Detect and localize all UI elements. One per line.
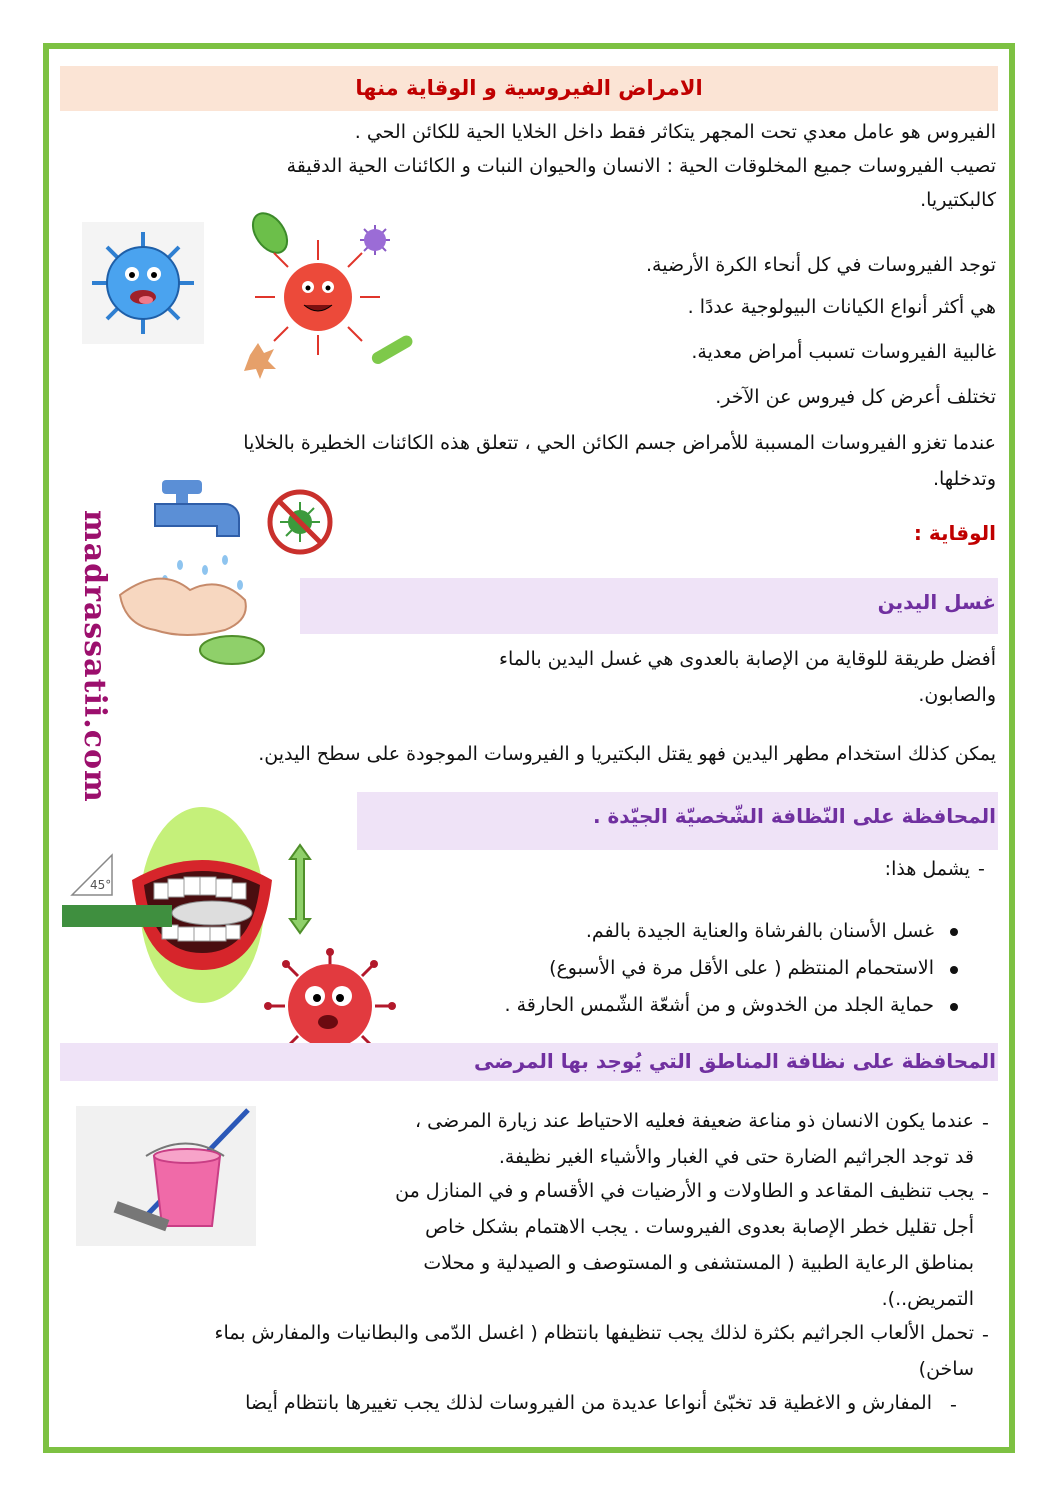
areas-item-4-line-1: المفارش و الاغطية قد تخبّئ أنواعا عديدة من الفيروسات لذلك يجب تغييرها بانتظام أيضا [245, 1392, 932, 1414]
areas-dash: - [950, 1394, 957, 1416]
prevention-heading: الوقاية : [913, 521, 996, 545]
no-virus-icon [266, 488, 334, 556]
fact-2: هي أكثر أنواع الكيانات البيولوجية عددًا . [687, 296, 996, 318]
intro-line-1: الفيروس هو عامل معدي تحت المجهر يتكاثر فقط داخل الخلايا الحية للكائن الحي . [354, 121, 996, 143]
hygiene-item-3: حماية الجلد من الخدوش و من أشعّة الشّمس الحارقة . [504, 994, 934, 1016]
hygiene-item-2: الاستحمام المنتظم ( على الأقل مرة في الأسبوع) [549, 957, 934, 979]
virus-cartoon-image [82, 222, 204, 344]
hygiene-heading: المحافظة على النّظافة الشّخصيّة الجيّدة . [592, 804, 996, 828]
bullet-dot [950, 1003, 958, 1011]
angle-label: 45° [90, 878, 112, 892]
areas-item-1-line-2: قد توجد الجراثيم الضارة حتى في الغبار والأشياء الغير نظيفة. [498, 1146, 974, 1168]
areas-item-2-line-1: يجب تنظيف المقاعد و الطاولات و الأرضيات في الأقسام و في المنازل من [395, 1180, 974, 1202]
cleaning-bucket-image [76, 1106, 256, 1246]
attack-line-2: وتدخلها. [932, 468, 996, 490]
areas-item-1-line-1: عندما يكون الانسان ذو مناعة ضعيفة فعليه الاحتياط عند زيارة المرضى ، [415, 1110, 974, 1132]
hygiene-intro: يشمل هذا: [884, 858, 970, 880]
fact-4: تختلف أعرض كل فيروس عن الآخر. [715, 386, 996, 408]
areas-dash: - [982, 1182, 989, 1204]
handwash-line-1: أفضل طريقة للوقاية من الإصابة بالعدوى هي غسل اليدين بالماء [499, 648, 996, 670]
watermark: madrassatii.com [77, 510, 112, 803]
intro-line-3: كالبكتيريا. [920, 189, 996, 211]
handwash-heading: غسل اليدين [877, 590, 996, 614]
page-title: الامراض الفيروسية و الوقاية منها [355, 76, 703, 100]
areas-item-2-line-4: التمريض..). [881, 1288, 974, 1310]
handwash-line-2: والصابون. [918, 684, 996, 706]
fact-1: توجد الفيروسات في كل أنحاء الكرة الأرضية. [645, 254, 996, 276]
intro-line-2: تصيب الفيروسات جميع المخلوقات الحية : الانسان والحيوان النبات و الكائنات الحية الدقيقة [286, 155, 996, 177]
areas-item-3-line-2: ساخن) [918, 1358, 974, 1380]
virus-illustrations-image [230, 205, 420, 380]
hygiene-intro-dash: - [978, 858, 985, 880]
areas-item-3-line-1: تحمل الألعاب الجراثيم بكثرة لذلك يجب تنظيفها بانتظام ( اغسل الدّمى والبطانيات والمفارش بماء [214, 1322, 974, 1344]
bullet-dot [950, 966, 958, 974]
areas-dash: - [982, 1324, 989, 1346]
bullet-dot [950, 928, 958, 936]
fact-3: غالبية الفيروسات تسبب أمراض معدية. [691, 341, 996, 363]
handwash-line-3: يمكن كذلك استخدام مطهر اليدين فهو يقتل البكتيريا و الفيروسات الموجودة على سطح اليدين. [258, 743, 996, 765]
handwashing-image [110, 470, 290, 670]
areas-item-2-line-3: بمناطق الرعاية الطبية ( المستشفى و المستوصف و الصيدلية و محلات [423, 1252, 974, 1274]
areas-item-2-line-2: أجل تقليل خطر الإصابة بعدوى الفيروسات . يجب الاهتمام بشكل خاص [425, 1216, 974, 1238]
attack-line-1: عندما تغزو الفيروسات المسببة للأمراض جسم الكائن الحي ، تتعلق هذه الكائنات الخطيرة بالخلايا [243, 432, 996, 454]
hygiene-item-1: غسل الأسنان بالفرشاة والعناية الجيدة بالفم. [585, 920, 934, 942]
areas-heading: المحافظة على نظافة المناطق التي يُوجد بها المرضى [473, 1049, 996, 1073]
areas-dash: - [982, 1112, 989, 1134]
